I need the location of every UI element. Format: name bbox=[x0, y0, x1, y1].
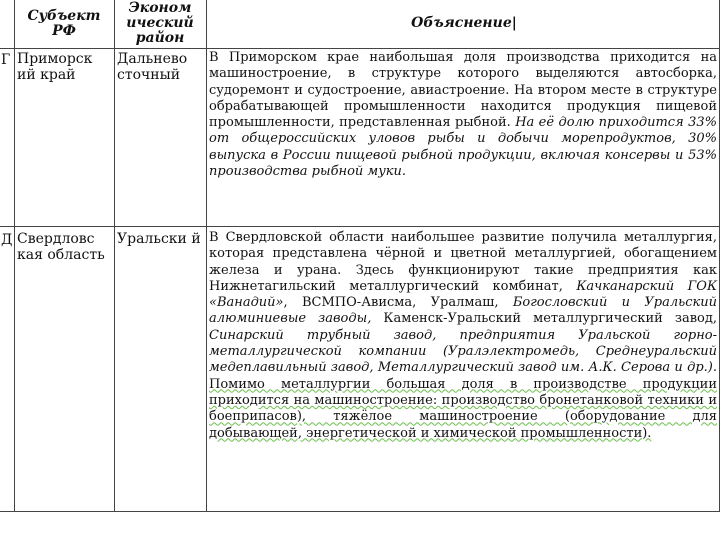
explanation-text-italic: Качканарский ГОК «Ванадий» bbox=[209, 278, 718, 311]
row-marker: Д bbox=[1, 232, 13, 248]
table-border-col1 bbox=[114, 0, 115, 512]
table-border-bottom bbox=[0, 511, 720, 512]
explanation-text: В Свердловской области наибольшее развитие получила металлургия, которая представлена чёрной и цветной металлургией, обогащением железа и урана. Здесь функционируют такие предприятия как Нижнетагильский металлургический комбинат, bbox=[209, 230, 717, 294]
explanation-cell bbox=[209, 50, 717, 180]
row-marker: Г bbox=[1, 52, 11, 68]
explanation-text-italic: Богословский и Уральский алюминиевые заводы, bbox=[209, 295, 718, 327]
row-divider bbox=[0, 226, 720, 227]
header-explanation: Объяснение| bbox=[411, 15, 517, 31]
table-border-col2 bbox=[206, 0, 207, 512]
region-cell: Уральски й bbox=[117, 231, 201, 247]
header-row-divider bbox=[0, 48, 720, 49]
subject-cell: Свердловс кая область bbox=[17, 231, 105, 264]
header-subject: Субъект РФ bbox=[27, 8, 101, 39]
explanation-text: , ВСМПО-Ависма, Уралмаш, bbox=[283, 295, 513, 311]
table-border-left bbox=[14, 0, 15, 512]
explanation-cell bbox=[209, 230, 717, 442]
subject-cell: Приморск ий край bbox=[17, 51, 93, 84]
header-region: Эконом ический район bbox=[126, 0, 194, 46]
explanation-text: В Приморском крае наибольшая доля производства приходится на машиностроение, в структуре которого выделяются автосборка, судоремонт и судостроение, авиастроение. На втором месте в структуре обрабатывающей промышленности находится продукция пищевой промышленности, представленная рыбной. bbox=[209, 50, 717, 131]
region-cell: Дальнево сточный bbox=[117, 51, 188, 84]
explanation-text-underlined: Помимо металлургии большая доля в производстве продукции приходится на машиностроение: производство бронетанковой техники и боеприпасов), тяжёлое машиностроение (оборудование для добывающей, энергетической и химической промышленности). bbox=[209, 376, 717, 441]
explanation-text-italic: Синарский трубный завод, предприятия Уральской горно-металлургической компании (Уралэлектромедь, Среднеуральский медеплавильный завод, Металлургический завод им. А.К. Серова и др.). bbox=[209, 327, 717, 376]
explanation-text-italic: На её долю приходится 33% от общероссийских уловов рыбы и добычи морепродуктов, 30% выпуска в России пищевой рыбной продукции, включая консервы и 53% производства рыбной муки. bbox=[209, 115, 717, 180]
explanation-text: Каменск-Уральский металлургический завод, bbox=[371, 311, 717, 327]
